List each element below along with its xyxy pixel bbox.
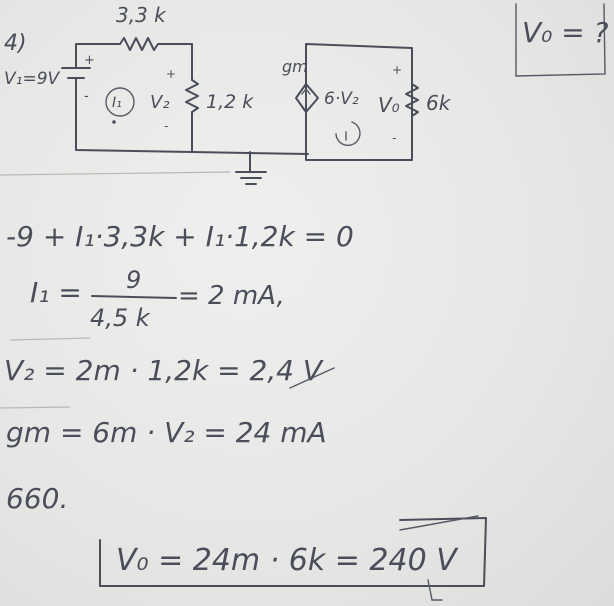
resistor-r2 [186, 80, 198, 112]
v2-minus: - [164, 119, 169, 133]
r3-label: 6k [426, 91, 451, 115]
note-text: 660. [6, 482, 69, 515]
v2-plus: + [166, 67, 177, 81]
loop-arrow-icon [336, 122, 360, 145]
current-label: I₁ [112, 95, 122, 111]
dep-source-label: 6·V₂ [324, 89, 359, 109]
v2-label: V₂ [150, 92, 170, 113]
faint-rule-line [0, 407, 70, 408]
gm-label: gm [282, 57, 308, 76]
problem-number: 4) [4, 31, 27, 56]
gm-equation: gm = 6m · V₂ = 24 mA [6, 416, 327, 449]
i1-result: = 2 mA, [178, 281, 285, 311]
vo-minus: - [392, 131, 397, 145]
i1-denominator: 4,5 k [90, 304, 150, 332]
wire-bottom-left [76, 78, 192, 152]
v2-equation: V₂ = 2m · 1,2k = 2,4 V [4, 354, 323, 387]
i1-lhs: I₁ = [30, 276, 82, 309]
final-answer: V₀ = 24m · 6k = 240 V [116, 543, 457, 578]
fraction-bar [92, 296, 176, 298]
r1-label: 3,3 k [116, 3, 166, 27]
kvl-equation: -9 + I₁·3,3k + I₁·1,2k = 0 [6, 220, 354, 253]
r2-label: 1,2 k [206, 91, 254, 113]
faint-rule-line [0, 172, 230, 175]
resistor-r1 [120, 38, 192, 50]
wire-top-left [76, 44, 120, 68]
i1-numerator: 9 [126, 266, 142, 294]
source-label: V₁=9V [4, 69, 60, 89]
loop-arrow-dot [112, 120, 116, 124]
vo-label: V₀ [378, 93, 400, 117]
answer-underline-mark [428, 580, 442, 600]
question-text: V₀ = ? [522, 16, 609, 49]
wire-ground-bus [192, 152, 308, 154]
source-minus: - [84, 89, 89, 104]
source-plus: + [84, 53, 95, 68]
vo-plus: + [392, 63, 403, 77]
faint-rule-line [10, 338, 90, 340]
